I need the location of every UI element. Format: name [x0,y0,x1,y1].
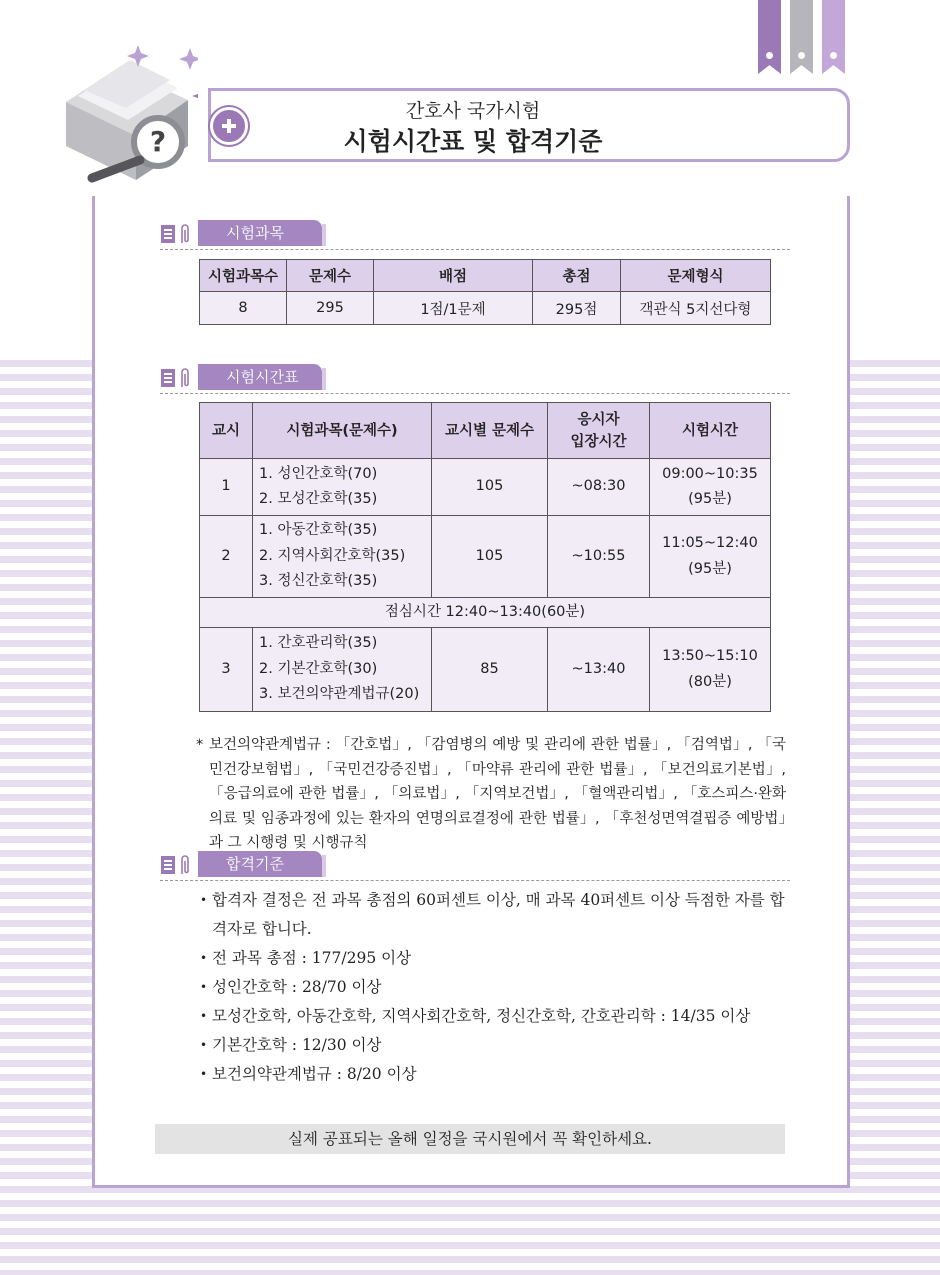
table-cell: 85 [432,628,548,712]
lunch-cell: 점심시간 12:40~13:40(60분) [200,598,771,628]
notice-banner: 실제 공표되는 올해 일정을 국시원에서 꼭 확인하세요. [155,1124,785,1154]
table-header: 시험과목수 [200,260,287,292]
table-row [200,516,771,598]
notebook-clip-icon [160,223,196,245]
table-header: 응시자 입장시간 [548,403,650,459]
table-cell: 1. 간호관리학(35) 2. 기본간호학(30) 3. 보건의약관계법규(20) [253,628,432,712]
table-header: 시험과목(문제수) [253,403,432,459]
notebook-clip-icon [160,367,196,389]
table-cell: 객관식 5지선다형 [621,292,771,325]
footnote-marker: * [196,737,204,753]
section-title: 시험과목 [198,220,322,246]
table-cell: 3 [200,628,253,712]
table-cell: ~10:55 [548,516,650,598]
table-cell: 295점 [533,292,621,325]
table-row [200,628,771,712]
table-header: 총점 [533,260,621,292]
table-cell: 105 [432,459,548,516]
svg-text:?: ? [149,125,167,158]
table-cell: ~08:30 [548,459,650,516]
criteria-list [198,886,788,1089]
section-header-timetable [160,364,790,394]
notebook-clip-icon [160,854,196,876]
subjects-table [199,259,771,325]
table-row [200,598,771,628]
table-cell: 8 [200,292,287,325]
list-item: • 합격자 결정은 전 과목 총점의 60퍼센트 이상, 매 과목 40퍼센트 이상 득점한 자를 합격자로 합니다. [198,886,788,944]
table-header: 문제형식 [621,260,771,292]
table-header: 시험시간 [650,403,771,459]
list-item: • 기본간호학 : 12/30 이상 [198,1031,788,1060]
table-cell: 105 [432,516,548,598]
section-title: 합격기준 [198,851,322,877]
page-subtitle: 간호사 국가시험 [405,100,541,122]
table-cell: 13:50~15:10 (80분) [650,628,771,712]
page-title: 시험시간표 및 합격기준 [343,127,603,156]
table-cell: 2 [200,516,253,598]
bookmark-purple [758,0,781,74]
section-header-subjects [160,220,790,250]
footnote [196,733,786,856]
table-header: 교시별 문제수 [432,403,548,459]
table-cell: 1. 성인간호학(70) 2. 모성간호학(35) [253,459,432,516]
bookmark-lilac [822,0,845,74]
table-cell: ~13:40 [548,628,650,712]
list-item: • 모성간호학, 아동간호학, 지역사회간호학, 정신간호학, 간호관리학 : 14/35 이상 [198,1002,788,1031]
list-item: • 보건의약관계법규 : 8/20 이상 [198,1060,788,1089]
table-row [200,459,771,516]
table-cell: 1 [200,459,253,516]
table-cell: 11:05~12:40 (95분) [650,516,771,598]
table-cell: 09:00~10:35 (95분) [650,459,771,516]
table-header: 교시 [200,403,253,459]
table-cell: 295 [287,292,374,325]
table-header: 문제수 [287,260,374,292]
table-header: 배점 [374,260,533,292]
timetable-table [199,402,771,712]
section-title: 시험시간표 [198,364,322,390]
table-cell: 1. 아동간호학(35) 2. 지역사회간호학(35) 3. 정신간호학(35) [253,516,432,598]
list-item: • 전 과목 총점 : 177/295 이상 [198,944,788,973]
list-item: • 성인간호학 : 28/70 이상 [198,973,788,1002]
footnote-text: 보건의약관계법규 : 「간호법」, 「감염병의 예방 및 관리에 관한 법률」, 「검역법」, 「국민건강보험법」, 「국민건강증진법」, 「마약류 관리에 관한 법률」, 「보건의료기본법」, 「응급의료에 관한 법률」, 「의료법」, 「지역보건법」, 「혈액관리법」, 「호스피스·완화의료 및 임종과정에 있는 환자의 연명의료결정에 관한 법률」, 「후천성면역결핍증 예방법」과 그 시행령 및 시행규칙 [209,737,786,851]
section-header-criteria [160,851,790,881]
table-row [200,292,771,325]
table-cell: 1점/1문제 [374,292,533,325]
folder-search-icon [58,38,198,188]
bookmark-gray [790,0,813,74]
